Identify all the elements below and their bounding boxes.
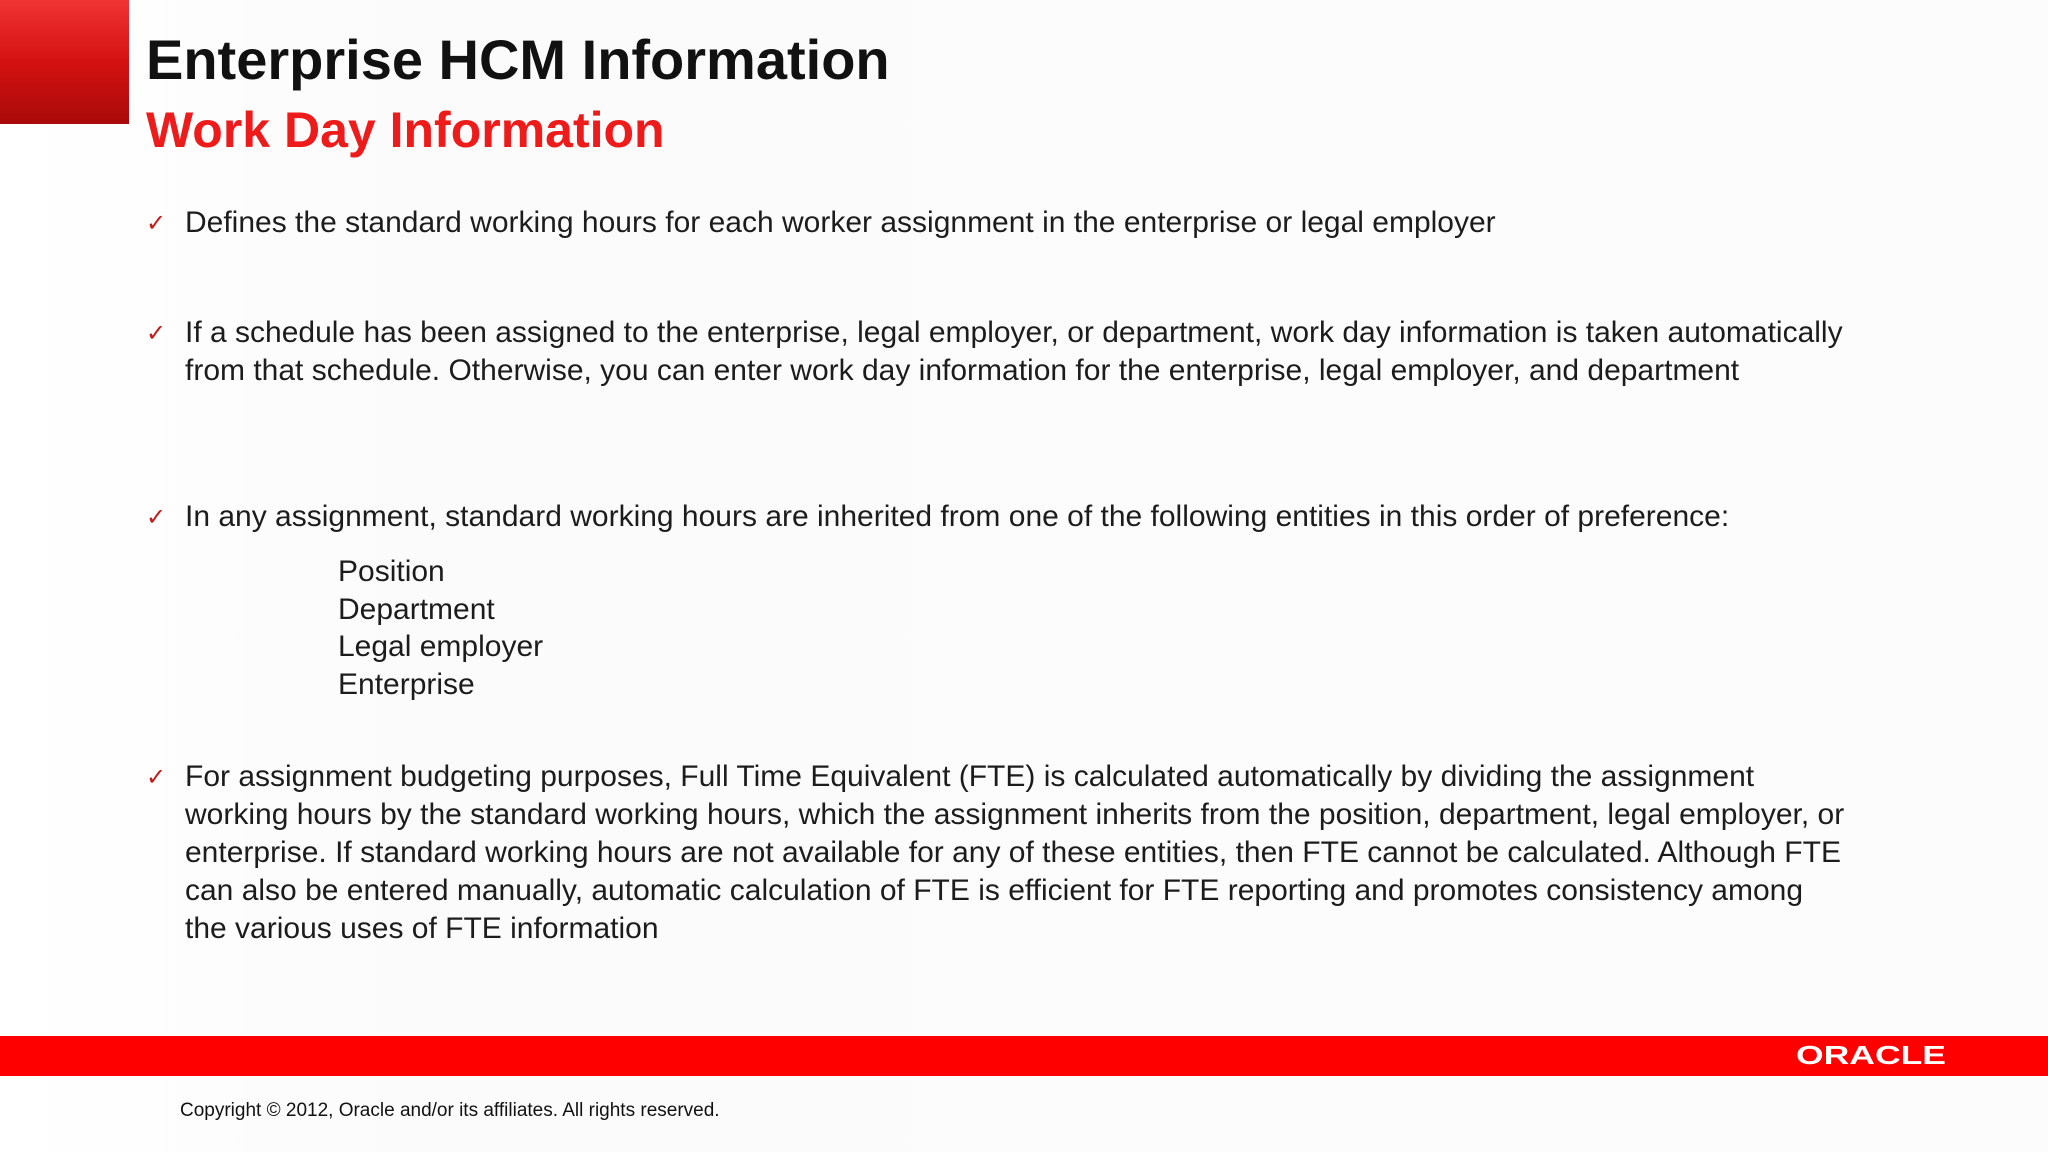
oracle-logo: [1796, 1040, 1952, 1070]
preference-item-legal-employer: Legal employer: [338, 630, 544, 663]
slide-title: Enterprise HCM Information: [146, 28, 890, 91]
checkmark-icon: ✓: [146, 763, 167, 791]
bullet-text: If a schedule has been assigned to the enterprise, legal employer, or department, work day information is taken automatically from that schedule. Otherwise, you can enter work day information for the enterprise, legal employer, and department: [185, 316, 1843, 387]
bullet-text: Defines the standard working hours for each worker assignment in the enterprise or legal employer: [185, 206, 1496, 239]
checkmark-icon: ✓: [146, 209, 167, 237]
slide-subtitle: Work Day Information: [146, 102, 665, 158]
oracle-logo-text: ORACLE: [1796, 1040, 1946, 1070]
preference-order-list: [338, 553, 543, 703]
preference-item-department: Department: [338, 592, 495, 626]
bullet-text: For assignment budgeting purposes, Full Time Equivalent (FTE) is calculated automatically by dividing the assignment working hours by the standard working hours, which the assignment inherits from the position, department, legal employer, or enterprise. If standard working hours are not available for any of these entities, then FTE cannot be calculated. Although FTE can also be entered manually, automatic calculation of FTE is efficient for FTE reporting and promotes consistency among the various uses of FTE information: [185, 760, 1845, 945]
footer-bar: [0, 1036, 2048, 1076]
checkmark-icon: ✓: [146, 319, 167, 347]
preference-item-position: Position: [338, 555, 445, 588]
checkmark-icon: ✓: [146, 503, 167, 531]
corner-accent-block: [0, 0, 129, 124]
bullet-text: In any assignment, standard working hours are inherited from one of the following entities in this order of preference:: [185, 500, 1730, 533]
copyright-text: Copyright © 2012, Oracle and/or its affiliates. All rights reserved.: [180, 1100, 720, 1121]
preference-item-enterprise: Enterprise: [338, 667, 475, 701]
